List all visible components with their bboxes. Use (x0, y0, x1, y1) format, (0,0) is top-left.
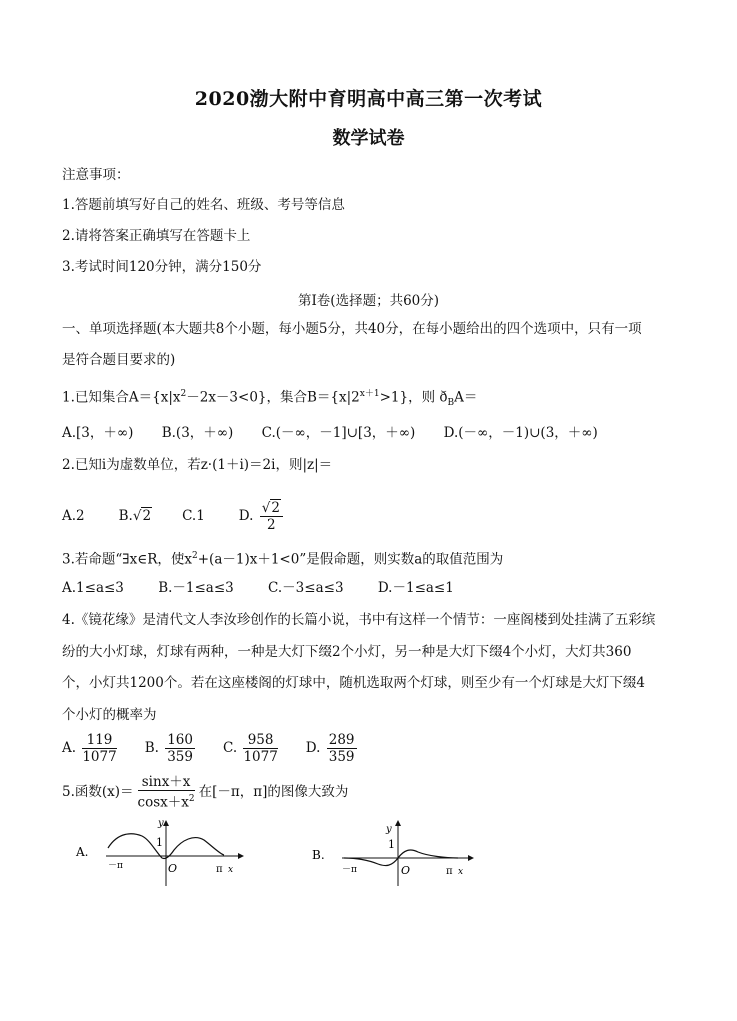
x-label: x (228, 865, 234, 875)
option-b[interactable]: B.√2 (118, 508, 152, 524)
tick-label: －π (108, 861, 123, 871)
x-axis-arrow (468, 855, 474, 861)
option-c[interactable]: C.1 (182, 508, 205, 524)
x-label: x (458, 867, 464, 877)
option-c[interactable]: C.－3≤a≤3 (268, 580, 344, 596)
question-5-stem: 5.函数 (x)＝ $\frac{\sin x+x}{\cos x+x^2}$ 在[－π，π]的图像大致为 (62, 773, 349, 811)
notes-heading: 注意事项： (62, 167, 130, 183)
option-b[interactable]: B.－1≤a≤3 (158, 580, 234, 596)
y-label: y (158, 818, 164, 829)
question-4-options (62, 728, 359, 768)
question-4-line: 纷的大小灯球，灯球有两种，一种是大灯下缀2个小灯，另一种是大灯下缀4个小灯，大灯共360 (62, 644, 632, 660)
section-instruction: 一、单项选择题(本大题共8个小题，每小题5分，共40分，在每小题给出的四个选项中，只有一项 (62, 321, 642, 337)
graph-label: A. (76, 845, 89, 859)
option-c[interactable]: C.(－∞，－1]∪[3，＋∞) (261, 425, 416, 441)
sqrt-symbol: √2 (132, 508, 152, 524)
question-2-options (62, 496, 285, 536)
option-c[interactable]: C. $\frac{958}{1077}$ (223, 731, 278, 765)
question-2-stem: 2.已知i为虚数单位，若z·(1＋i)＝2i，则|z|＝ (62, 457, 333, 473)
y-axis-arrow (395, 820, 401, 826)
graph-option-b[interactable] (306, 818, 486, 890)
note-item: 1.答题前填写好自己的姓名、班级、考号等信息 (62, 197, 345, 213)
question-3-options (62, 579, 454, 597)
fraction: $\frac{√2}{2}$ (260, 500, 283, 533)
note-item: 3.考试时间120分钟，满分150分 (62, 259, 262, 275)
section-instruction: 是符合题目要求的) (62, 352, 176, 368)
graph-option-a[interactable] (70, 818, 250, 890)
question-3-stem: 3.若命题“∃x∈R，使$x^2+(a-1)x+1<0$”是假命题，则实数a的取值范围为 (62, 551, 504, 568)
option-d[interactable]: D. $\frac{289}{359}$ (305, 731, 355, 765)
tick-label: 1 (156, 836, 163, 849)
origin-label: O (401, 864, 411, 877)
tick-label: π (216, 864, 223, 875)
tick-label: －π (342, 865, 357, 875)
option-a[interactable]: A.[3，＋∞) (62, 425, 134, 441)
option-b[interactable]: B.(3，＋∞) (161, 425, 234, 441)
fraction: $\frac{958}{1077}$ (243, 731, 278, 765)
question-1-stem: 1.已知集合$A=\{x|x^2-2x-3<0\}$，集合$B=\{x|2^{x+1}>1\}$，则 $ð_BA=$ (62, 389, 478, 409)
fraction: $\frac{119}{1077}$ (82, 731, 117, 765)
question-4-line: 个，小灯共1200个。若在这座楼阁的灯球中，随机选取两个灯球，则至少有一个灯球是大灯下缀4 (62, 675, 645, 691)
fraction: $\frac{160}{359}$ (167, 731, 193, 765)
note-item: 2.请将答案正确填写在答题卡上 (62, 228, 251, 244)
option-a[interactable]: A.2 (62, 508, 85, 524)
x-axis-arrow (238, 853, 244, 859)
origin-label: O (168, 862, 178, 875)
fraction: $\frac{289}{359}$ (328, 731, 355, 765)
tick-label: π (446, 866, 453, 877)
y-axis-arrow (163, 820, 169, 826)
tick-label: 1 (388, 838, 395, 851)
option-d[interactable]: D.－1≤a≤1 (377, 580, 454, 596)
question-4-line: 4.《镜花缘》是清代文人李汝珍创作的长篇小说，书中有这样一个情节：一座阁楼到处挂满了五彩缤 (62, 612, 656, 628)
exam-subtitle: 数学试卷 (332, 128, 405, 149)
option-b[interactable]: B. $\frac{160}{359}$ (144, 731, 193, 765)
option-a[interactable]: A. $\frac{119}{1077}$ (62, 731, 117, 765)
graph-label: B. (312, 848, 325, 862)
exam-title: 2020渤大附中育明高中高三第一次考试 (194, 88, 543, 110)
option-d[interactable]: D.(－∞，－1)∪(3，＋∞) (443, 425, 598, 441)
question-4-line: 个小灯的概率为 (62, 707, 157, 723)
option-a[interactable]: A.1≤a≤3 (62, 580, 124, 596)
y-label: y (386, 824, 392, 835)
fraction: $\frac{\sin x+x}{\cos x+x^2}$ (137, 773, 195, 811)
question-1-options (62, 424, 598, 442)
option-d[interactable]: D. $\frac{√2}{2}$ (239, 500, 285, 533)
part-title: 第I卷(选择题；共60分) (297, 293, 440, 309)
